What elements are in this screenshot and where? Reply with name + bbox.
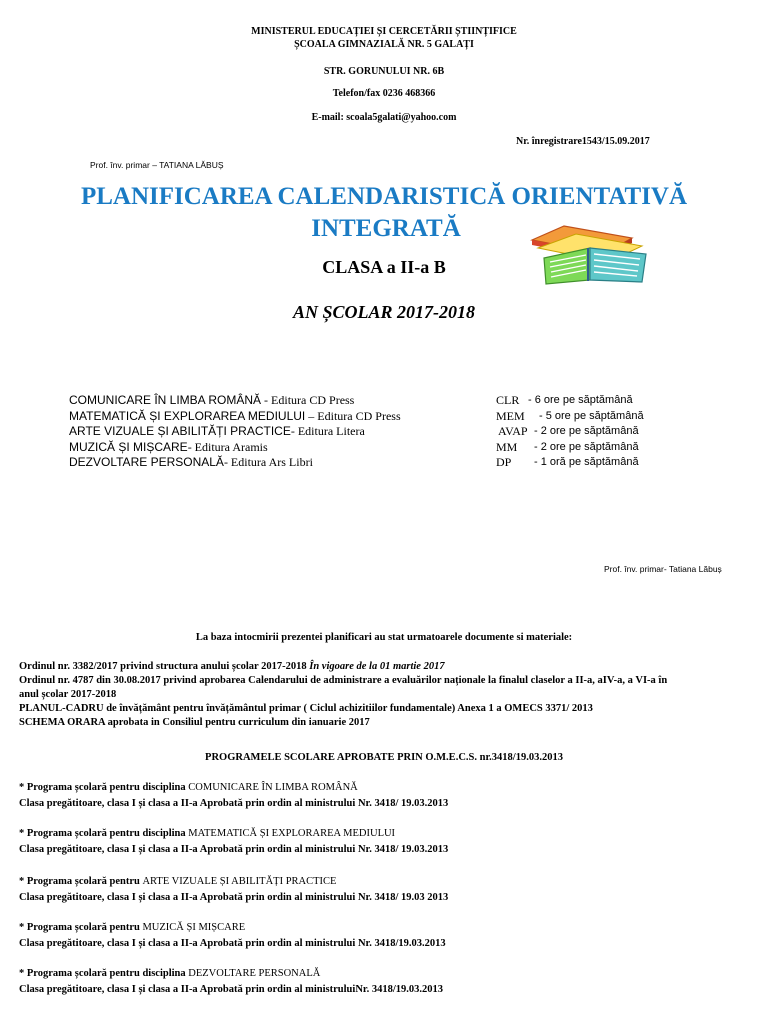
school-phone: Telefon/fax 0236 468366 (332, 88, 436, 99)
school-address: STR. GORUNULUI NR. 6B (323, 66, 445, 77)
subject-hours: - 2 ore pe săptămână (534, 425, 639, 437)
subjects-list (69, 393, 709, 471)
program-item: * Programa școlară pentru disciplina MATEMATICĂ ȘI EXPLORAREA MEDIULUI Clasa pregătitoare, clasa I și clasa a II-a Aprobată prin ordin al ministrului Nr. 3418/ 19.03.2013 (19, 828, 449, 855)
program-item: * Programa școlară pentru disciplina COMUNICARE ÎN LIMBA ROMÂNĂ Clasa pregătitoare, clasa I și clasa a II-a Aprobată prin ordin al ministrului Nr. 3418/ 19.03.2013 (19, 782, 449, 809)
subject-hours: - 6 ore pe săptămână (528, 394, 633, 406)
subject-name: MATEMATICĂ ȘI EXPLORAREA MEDIULUI – Editura CD Press (69, 408, 401, 423)
subject-name: MUZICĂ ȘI MIȘCARE- Editura Aramis (69, 439, 268, 454)
page-title: PLANIFICAREA CALENDARISTICĂ ORIENTATIVĂ (80, 183, 688, 210)
subject-name: DEZVOLTARE PERSONALĂ- Editura Ars Libri (69, 455, 313, 469)
subject-name: COMUNICARE ÎN LIMBA ROMÂNĂ - Editura CD Press (69, 393, 355, 407)
page-title-line2: INTEGRATĂ (311, 215, 461, 242)
document-item: Ordinul nr. 4787 din 30.08.2017 privind aprobarea Calendarului de administrare a evaluărilor naționale la finalul claselor a II-a, aIV-a, a VI-a în (19, 675, 668, 686)
program-item: * Programa școlară pentru ARTE VIZUALE ȘI ABILITĂȚI PRACTICE Clasa pregătitoare, clasa I și clasa a II-a Aprobată prin ordin al ministrului Nr. 3418/ 19.03 2013 (19, 876, 449, 903)
registration-number: Nr. înregistrare1543/15.09.2017 (516, 136, 650, 147)
document-item: SCHEMA ORARA aprobata in Consiliul pentru curriculum din ianuarie 2017 (19, 717, 370, 728)
subject-abbreviation: AVAP (498, 424, 528, 438)
ministry-name: MINISTERUL EDUCAȚIEI ȘI CERCETĂRII ȘTIINȚIFICE (251, 26, 517, 37)
program-item: * Programa școlară pentru MUZICĂ ȘI MIȘCARE Clasa pregătitoare, clasa I și clasa a II-a Aprobată prin ordin al ministrului Nr. 3418/19.03.2013 (19, 922, 446, 949)
open-book-icon (524, 218, 656, 288)
school-year: AN ȘCOLAR 2017-2018 (292, 302, 476, 322)
school-email: E-mail: scoala5galati@yahoo.com (311, 112, 457, 123)
subject-abbreviation: MEM (496, 408, 525, 423)
programs-heading: PROGRAMELE SCOLARE APROBATE PRIN O.M.E.C.S. nr.3418/19.03.2013 (205, 752, 563, 763)
subject-name: ARTE VIZUALE ȘI ABILITĂȚI PRACTICE- Editura Litera (69, 424, 365, 438)
program-item: * Programa școlară pentru disciplina DEZVOLTARE PERSONALĂ Clasa pregătitoare, clasa I și clasa a II-a Aprobată prin ordin al ministruluiNr. 3418/19.03.2013 (19, 968, 444, 995)
subject-hours: - 1 oră pe săptămână (534, 456, 639, 468)
subject-abbreviation: DP (496, 455, 512, 469)
teacher-name-top: Prof. înv. primar – TATIANA LĂBUȘ (90, 160, 224, 170)
subject-hours: - 5 ore pe săptămână (539, 409, 644, 422)
subject-abbreviation: CLR (496, 393, 520, 407)
document-item: anul școlar 2017-2018 (19, 689, 117, 700)
documents-list (19, 660, 759, 730)
document-item: PLANUL-CADRU de învățământ pentru învățământul primar ( Ciclul achizitiilor fundamentale) Anexa 1 a OMECS 3371/ 2013 (19, 703, 593, 714)
subject-abbreviation: MM (496, 439, 518, 454)
school-name: ȘCOALA GIMNAZIALĂ NR. 5 GALAȚI (294, 39, 474, 50)
subject-row-mem (69, 409, 709, 425)
document-item: Ordinul nr. 3382/2017 privind structura anului școlar 2017-2018 În vigoare de la 01 martie 2017 (19, 661, 445, 672)
class-label: CLASA a II-a B (322, 257, 446, 277)
teacher-signature: Prof. înv. primar- Tatiana Lăbuș (604, 564, 722, 574)
subject-row-avap (69, 424, 709, 440)
subject-row-clr (69, 393, 709, 409)
subject-row-mm (69, 440, 709, 456)
documents-intro: La baza intocmirii prezentei planificari au stat urmatoarele documente si materiale: (195, 632, 573, 643)
subject-hours: - 2 ore pe săptămână (534, 440, 639, 453)
subject-row-dp (69, 455, 709, 471)
